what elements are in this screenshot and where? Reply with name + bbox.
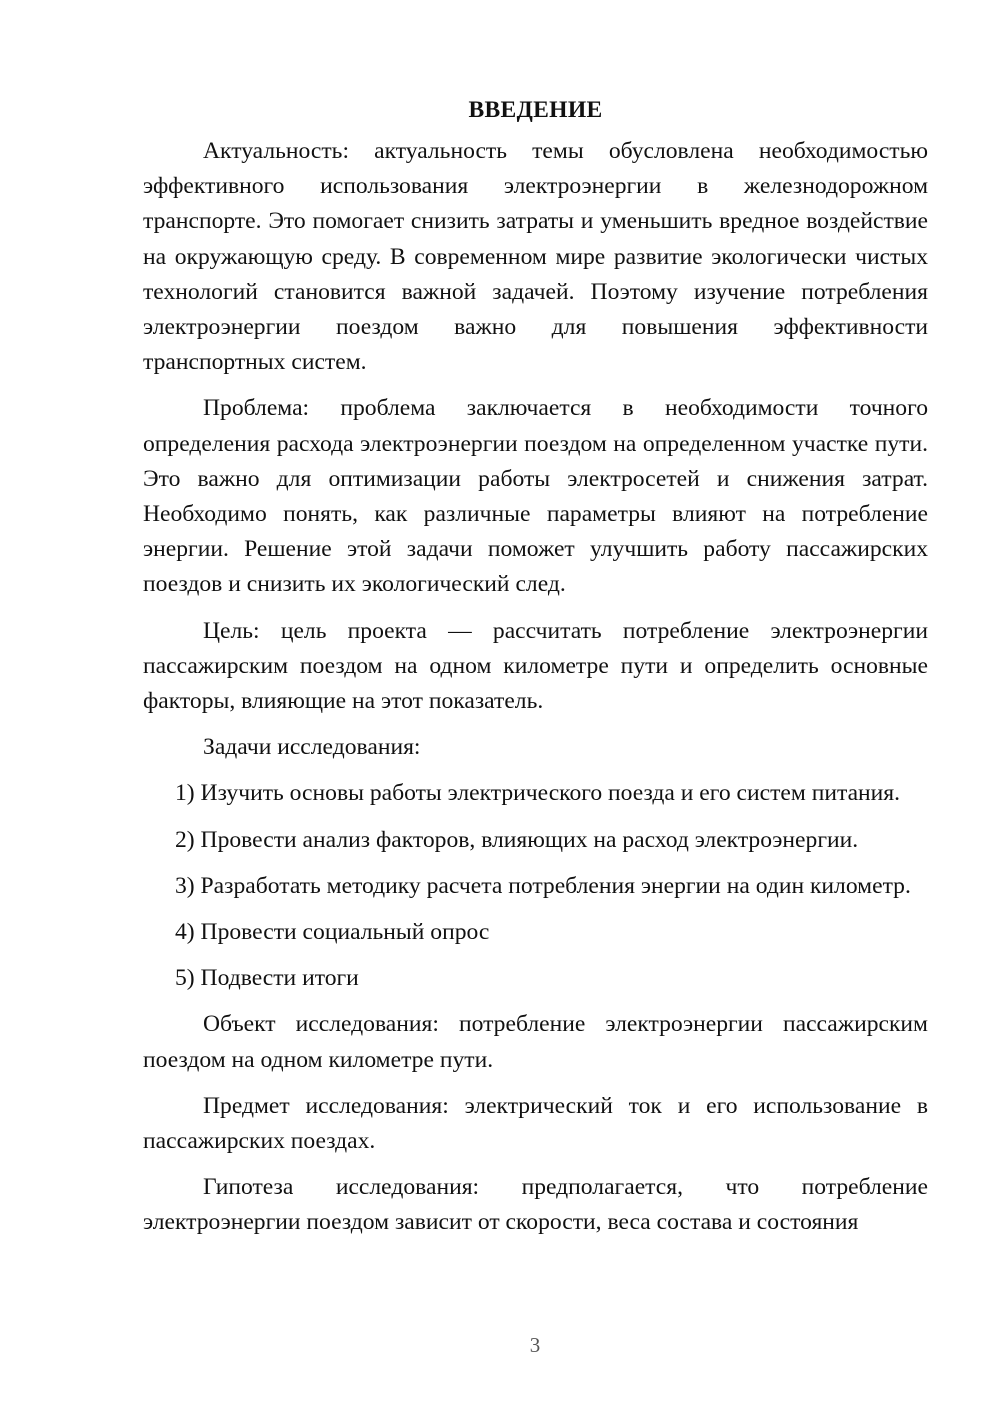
task-item-3: 3) Разработать методику расчета потребления энергии на один километр. xyxy=(175,872,911,899)
page-number: 3 xyxy=(529,1333,541,1357)
tasks-heading: Задачи исследования: xyxy=(203,734,421,761)
task-item-2: 2) Провести анализ факторов, влияющих на расход электроэнергии. xyxy=(175,826,859,853)
goal-paragraph: Цель: цель проекта — рассчитать потребление электроэнергии пассажирским поездом на одном километре пути и определить основные факторы, влияющие на этот показатель. xyxy=(143,617,928,715)
hypothesis-paragraph: Гипотеза исследования: предполагается, что потребление электроэнергии поездом зависит от скорости, веса состава и состояния xyxy=(143,1174,928,1236)
task-item-4: 4) Провести социальный опрос xyxy=(175,919,490,946)
subject-paragraph: Предмет исследования: электрический ток и его использование в пассажирских поездах. xyxy=(143,1092,928,1155)
document-page xyxy=(143,92,928,1252)
section-title: ВВЕДЕНИЕ xyxy=(468,97,603,123)
problem-paragraph: Проблема: проблема заключается в необходимости точного определения расхода электроэнергии поездом на определенном участке пути. Это важно для оптимизации работы электросетей и снижения затрат. Необходимо понять, как различные параметры влияют на потребление энергии. Решение этой задачи поможет улучшить работу пассажирских поездов и снизить их экологический след. xyxy=(143,395,928,598)
relevance-paragraph: Актуальность: актуальность темы обусловлена необходимостью эффективного использования электроэнергии в железнодорожном транспорте. Это помогает снизить затраты и уменьшить вредное воздействие на окружающую среду. В современном мире развитие экологически чистых технологий становится важной задачей. Поэтому изучение потребления электроэнергии поездом важно для повышения эффективности транспортных систем. xyxy=(143,138,928,376)
task-item-5: 5) Подвести итоги xyxy=(175,965,359,992)
object-paragraph: Объект исследования: потребление электроэнергии пассажирским поездом на одном километре пути. xyxy=(143,1011,928,1073)
task-item-1: 1) Изучить основы работы электрического поезда и его систем питания. xyxy=(175,780,901,807)
